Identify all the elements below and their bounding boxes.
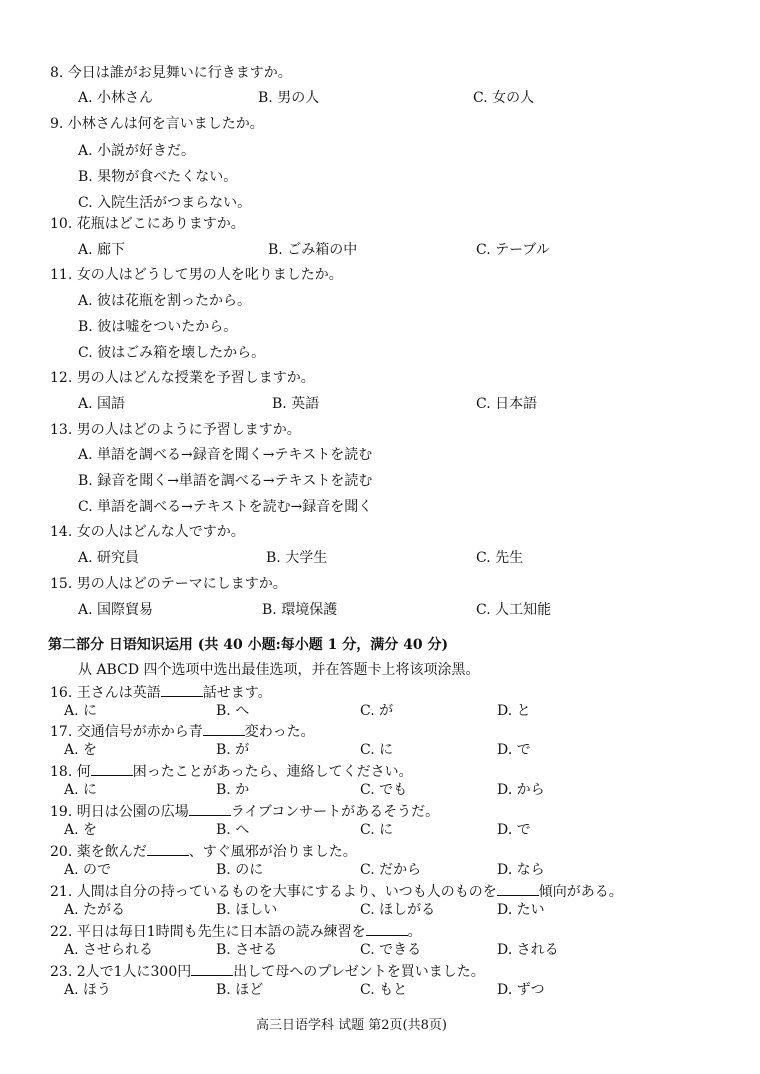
option-d: D. たい [497,902,545,918]
question-text: 10. 花瓶はどこにありますか。 [50,216,245,232]
question-stem-end: 。 [407,924,422,940]
question-text [50,682,272,702]
option-c: C. テーブル [476,242,550,258]
answer-blank [189,801,231,816]
question-text: 15. 男の人はどのテーマにしますか。 [50,576,287,592]
question-text [50,961,485,981]
question-text [50,921,422,941]
option-a: A. 小説が好きだ。 [78,143,196,159]
answer-blank [203,721,245,736]
question-stem-start: 16. 王さんは英語 [50,685,161,701]
option-a: A. 単語を調べる→録音を聞く→テキストを読む [78,447,373,463]
question-stem-start: 21. 人間は自分の持っているものを大事にするより、いつも人のものを [50,884,497,900]
question-text [50,841,357,861]
option-a: A. ので [64,862,112,878]
option-d: D. で [497,822,531,838]
option-c: C. 日本語 [476,396,538,412]
answer-blank [147,841,189,856]
question-stem-start: 17. 交通信号が赤から青 [50,724,203,740]
question-text [50,721,315,741]
question-stem-end: 傾向がある。 [538,884,623,900]
option-b: B. ごみ箱の中 [268,242,358,258]
question-text: 8. 今日は誰がお見舞いに行きますか。 [50,65,292,81]
question-text: 9. 小林さんは何を言いましたか。 [50,116,264,132]
answer-blank [497,881,539,896]
option-c: C. でも [360,782,408,798]
option-d: D. で [497,742,531,758]
option-c: C. 女の人 [473,90,535,106]
option-a: A. に [64,703,98,719]
option-c: C. に [360,742,394,758]
option-a: A. させられる [64,942,154,958]
option-c: C. もと [360,982,408,998]
question-stem-end: 変わった。 [244,724,315,740]
question-stem-start: 18. 何 [50,764,91,780]
option-b: B. のに [216,862,264,878]
option-b: B. ほしい [216,902,278,918]
option-c: C. 単語を調べる→テキストを読む→録音を聞く [78,499,373,515]
question-stem-end: 出して母へのプレゼントを買いました。 [233,964,485,980]
option-c: C. 人工知能 [476,602,552,618]
option-b: B. 彼は嘘をついたから。 [78,319,238,335]
option-b: B. 環境保護 [262,602,338,618]
option-a: A. を [64,822,98,838]
option-b: B. 果物が食べたくない。 [78,169,238,185]
option-c: C. ほしがる [360,902,436,918]
option-d: D. ずつ [497,982,545,998]
question-stem-end: 困ったことがあったら、連絡してください。 [132,764,413,780]
question-text [50,881,623,901]
option-b: B. させる [216,942,278,958]
section-instruction: 从 ABCD 四个选项中选出最佳选项，并在答题卡上将该项涂黑。 [78,662,480,678]
option-c: C. できる [360,942,422,958]
option-b: B. ほど [216,982,264,998]
option-a: A. 廊下 [78,242,126,258]
option-b: B. 大学生 [266,550,328,566]
question-stem-start: 22. 平日は毎日1時間も先生に日本語の読み練習を [50,924,366,940]
option-b: B. 英語 [272,396,320,412]
option-c: C. 彼はごみ箱を壊したから。 [78,345,266,361]
option-c: C. 先生 [476,550,524,566]
question-text [50,761,413,781]
page-footer: 高三日语学科 试题 第2页(共8页) [256,1018,447,1033]
option-a: A. 研究員 [78,550,140,566]
question-stem-start: 20. 薬を飲んだ [50,844,147,860]
question-stem-end: 、すぐ風邪が治りました。 [188,844,357,860]
option-c: C. に [360,822,394,838]
option-a: A. 国語 [78,396,126,412]
option-d: D. と [497,703,531,719]
question-text: 14. 女の人はどんな人ですか。 [50,524,245,540]
option-a: A. ほう [64,982,112,998]
option-b: B. 録音を聞く→単語を調べる→テキストを読む [78,473,373,489]
option-b: B. か [216,782,250,798]
option-c: C. だから [360,862,422,878]
question-stem-end: 話せます。 [202,685,272,701]
option-a: A. たがる [64,902,126,918]
option-a: A. を [64,742,98,758]
question-stem-start: 23. 2人で1人に300円 [50,964,192,980]
option-b: B. 男の人 [258,90,320,106]
option-c: C. が [360,703,394,719]
question-stem-start: 19. 明日は公園の広場 [50,804,189,820]
option-b: B. が [216,742,250,758]
option-a: A. 彼は花瓶を割ったから。 [78,293,252,309]
answer-blank [366,921,408,936]
option-d: D. なら [497,862,545,878]
option-a: A. 小林さん [78,90,154,106]
question-text: 12. 男の人はどんな授業を予習しますか。 [50,370,315,386]
question-stem-end: ライブコンサートがあるそうだ。 [230,804,440,820]
option-d: D. される [497,942,559,958]
option-c: C. 入院生活がつまらない。 [78,195,252,211]
answer-blank [161,682,203,697]
option-a: A. に [64,782,98,798]
question-text [50,801,439,821]
question-text: 11. 女の人はどうして男の人を叱りましたか。 [50,267,343,283]
section-title: 第二部分 日语知识运用 (共 40 小题:每小题 1 分，满分 40 分) [48,637,449,653]
option-b: B. へ [216,703,250,719]
question-text: 13. 男の人はどのように予習しますか。 [50,422,301,438]
option-b: B. へ [216,822,250,838]
option-a: A. 国際貿易 [78,602,154,618]
option-d: D. から [497,782,545,798]
answer-blank [191,961,233,976]
answer-blank [91,761,133,776]
